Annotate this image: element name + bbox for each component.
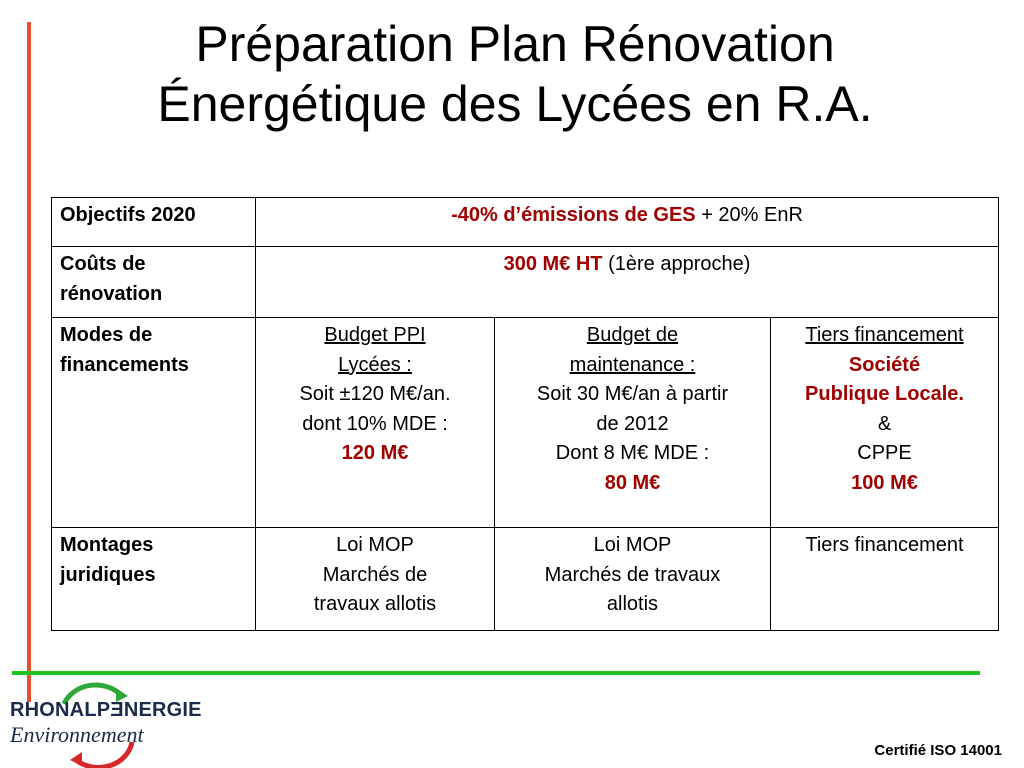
row-label-legal [52,528,256,631]
legal-col-1-line-1: Loi MOP [336,534,414,556]
maintenance-heading-line-2: maintenance : [569,353,696,376]
horizontal-accent-rule [12,671,980,675]
title-line-1: Préparation Plan Rénovation [195,16,835,72]
table-row-legal [52,528,999,631]
legal-col-1 [256,528,495,631]
legal-label-line-1: Montages [60,534,154,556]
legal-col-3-line-1: Tiers financement [805,534,964,556]
third-party-cppe: CPPE [857,442,912,464]
title-line-2: Énergétique des Lycées en R.A. [157,76,873,132]
financing-third-party [771,318,999,528]
row-label-financing [52,318,256,528]
third-party-company-line-2: Publique Locale. [805,383,964,405]
maintenance-line-2: de 2012 [596,412,669,435]
rhonalpenergie-logo [4,682,202,768]
table-row-objectives [52,198,999,247]
ppi-line-1: Soit ±120 M€/an. [299,383,451,405]
renovation-plan-table [51,197,999,631]
costs-value [256,247,999,318]
ghg-reduction-target: -40% d’émissions de GES [451,204,696,226]
costs-label-line-1: Coûts de [60,253,146,275]
row-label-costs [52,247,256,318]
third-party-heading: Tiers financement [805,324,964,346]
iso-certification: Certifié ISO 14001 [874,742,1002,759]
maintenance-line-1: Soit 30 M€/an à partir [536,383,729,405]
objectives-value [256,198,999,247]
legal-label-line-2: juridiques [60,563,156,586]
maintenance-amount: 80 M€ [604,471,661,494]
vertical-accent-rule [27,22,31,702]
cost-amount: 300 M€ HT [503,253,603,275]
table-row-financing [52,318,999,528]
renewable-target: + 20% EnR [701,204,803,226]
third-party-company-line-1: Société [848,353,921,376]
legal-col-2-line-2: Marchés de travaux [544,563,721,586]
slide-title [40,14,990,134]
legal-col-3 [771,528,999,631]
legal-col-2-line-3: allotis [606,593,659,615]
ppi-line-2: dont 10% MDE : [302,412,448,435]
logo-subtitle: Environnement [10,722,144,747]
financing-label-line-1: Modes de [60,324,153,346]
ppi-amount: 120 M€ [341,442,409,464]
maintenance-heading-line-1: Budget de [586,324,679,346]
maintenance-line-3: Dont 8 M€ MDE : [555,442,710,464]
ppi-heading-line-1: Budget PPI [324,324,426,346]
financing-maintenance-budget [495,318,771,528]
third-party-amount: 100 M€ [851,471,918,494]
legal-col-1-line-2: Marchés de [322,563,428,586]
legal-col-1-line-3: travaux allotis [313,593,437,615]
third-party-ampersand: & [877,412,892,435]
financing-ppi-budget [256,318,495,528]
row-label-objectives: Objectifs 2020 [52,198,256,247]
logo-name: RHONALPƎNERGIE [10,699,202,721]
financing-label-line-2: financements [60,353,189,376]
legal-col-2 [495,528,771,631]
cost-note: (1ère approche) [608,253,751,275]
table-row-costs [52,247,999,318]
costs-label-line-2: rénovation [60,282,163,305]
ppi-heading-line-2: Lycées : [338,353,412,376]
legal-col-2-line-1: Loi MOP [593,534,672,556]
